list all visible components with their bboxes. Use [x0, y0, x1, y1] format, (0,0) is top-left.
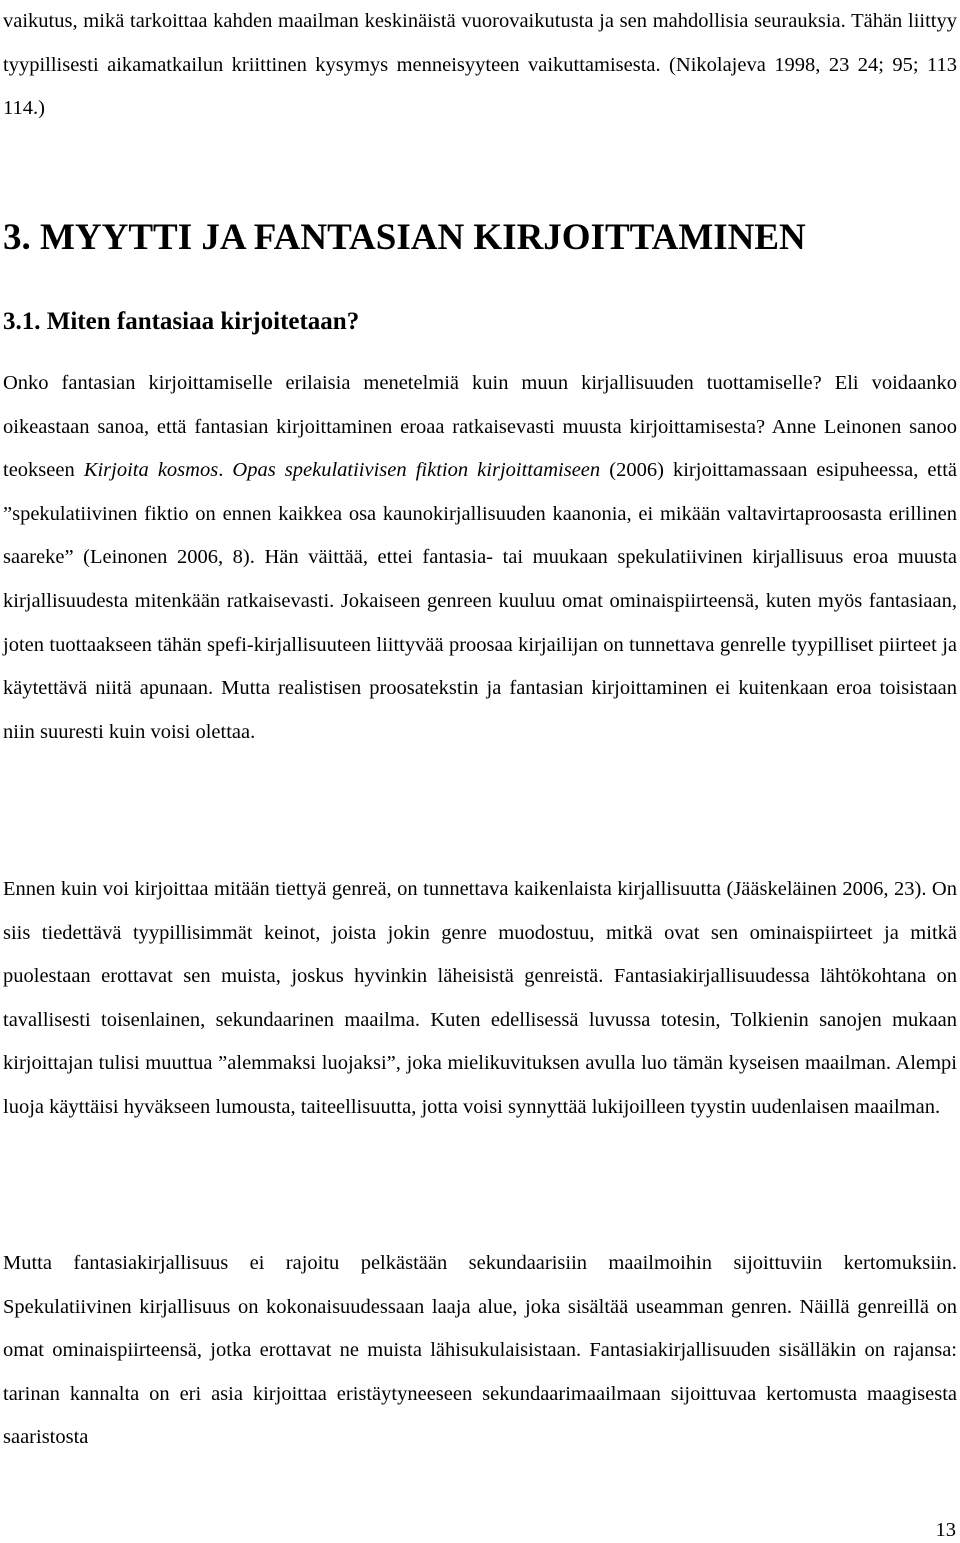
book-title-opas: Opas spekulatiivisen fiktion kirjoittamiseen — [232, 459, 601, 482]
paragraph-3-text: Mutta fantasiakirjallisuus ei rajoitu pelkästään sekundaarisiin maailmoihin sijoittuviin kertomuksiin. Spekulatiivinen kirjallisuus on kokonaisuudessaan laaja alue, joka sisältää useamman genren. Näillä genreillä on omat ominaispiirteensä, jotka erottavat ne muista lähisukulaisistaan. Fantasiakirjallisuuden sisälläkin on rajansa: tarinan kannalta on eri asia kirjoittaa eristäytyneeseen sekundaarimaailmaan sijoittuvaa kertomusta maagisesta saaristosta — [3, 1252, 957, 1449]
paragraph-1 — [3, 362, 957, 754]
intro-paragraph — [3, 0, 957, 131]
chapter-heading: 3. MYYTTI JA FANTASIAN KIRJOITTAMINEN — [3, 217, 806, 258]
book-title-kirjoita-kosmos: Kirjoita kosmos — [83, 459, 219, 482]
paragraph-2-text: Ennen kuin voi kirjoittaa mitään tiettyä genreä, on tunnettava kaikenlaista kirjallisuutta (Jääskeläinen 2006, 23). On siis tiedettävä tyypillisimmät keinot, joista jokin genre muodostuu, mitkä ovat sen ominaispiirteet ja mitkä puolestaan erottavat sen muista, joskus hyvinkin läheisistä genreistä. Fantasiakirjallisuudessa lähtökohtana on tavallisesti toisenlainen, sekundaarinen maailma. Kuten edellisessä luvussa totesin, Tolkienin sanojen mukaan kirjoittajan tulisi muuttua ”alemmaksi luojaksi”, joka mielikuvituksen avulla luo tämän kyseisen maailman. Alempi luoja käyttäisi hyväkseen lumousta, taiteellisuutta, jotta voisi synnyttää lukijoilleen tyystin uudenlaisen maailman. — [3, 878, 957, 1118]
paragraph-1-part-a: Onko fantasian kirjoittamiselle erilaisia menetelmiä kuin muun kirjallisuuden tuottamiselle? Eli voidaanko oikeastaan sanoa, että fantasian kirjoittaminen eroaa ratkaisevasti muusta kirjoittamisesta? Anne Leinonen sanoo teokseen — [3, 372, 957, 482]
intro-paragraph-text: vaikutus, mikä tarkoittaa kahden maailman keskinäistä vuorovaikutusta ja sen mahdollisia seurauksia. Tähän liittyy tyypillisesti aikamatkailun kriittinen kysymys menneisyyteen vaikuttamisesta. (Nikolajeva 1998, 23 24; 95; 113 114.) — [3, 10, 957, 120]
paragraph-1-part-b: . — [218, 459, 233, 482]
paragraph-3 — [3, 1242, 957, 1460]
page-number: 13 — [935, 1519, 956, 1541]
paragraph-1-part-c: (2006) kirjoittamassaan esipuheessa, että ”spekulatiivinen fiktio on ennen kaikkea osa kaunokirjallisuuden kaanonia, ei mikään valtavirtaproosasta erillinen saareke” (Leinonen 2006, 8). Hän väittää, ettei fantasia- tai muukaan spekulatiivinen kirjallisuus eroa muusta kirjallisuudesta mitenkään ratkaisevasti. Jokaiseen genreen kuuluu omat ominaispiirteensä, kuten myös fantasiaan, joten tuottaakseen tähän spefi-kirjallisuuteen liittyvää proosaa kirjailijan on tunnettava genrelle tyypilliset piirteet ja käytettävä niitä apunaan. Mutta realistisen proosatekstin ja fantasian kirjoittaminen ei kuitenkaan eroa toisistaan niin suuresti kuin voisi olettaa. — [3, 459, 957, 743]
section-heading: 3.1. Miten fantasiaa kirjoitetaan? — [3, 308, 360, 335]
paragraph-2 — [3, 868, 957, 1130]
